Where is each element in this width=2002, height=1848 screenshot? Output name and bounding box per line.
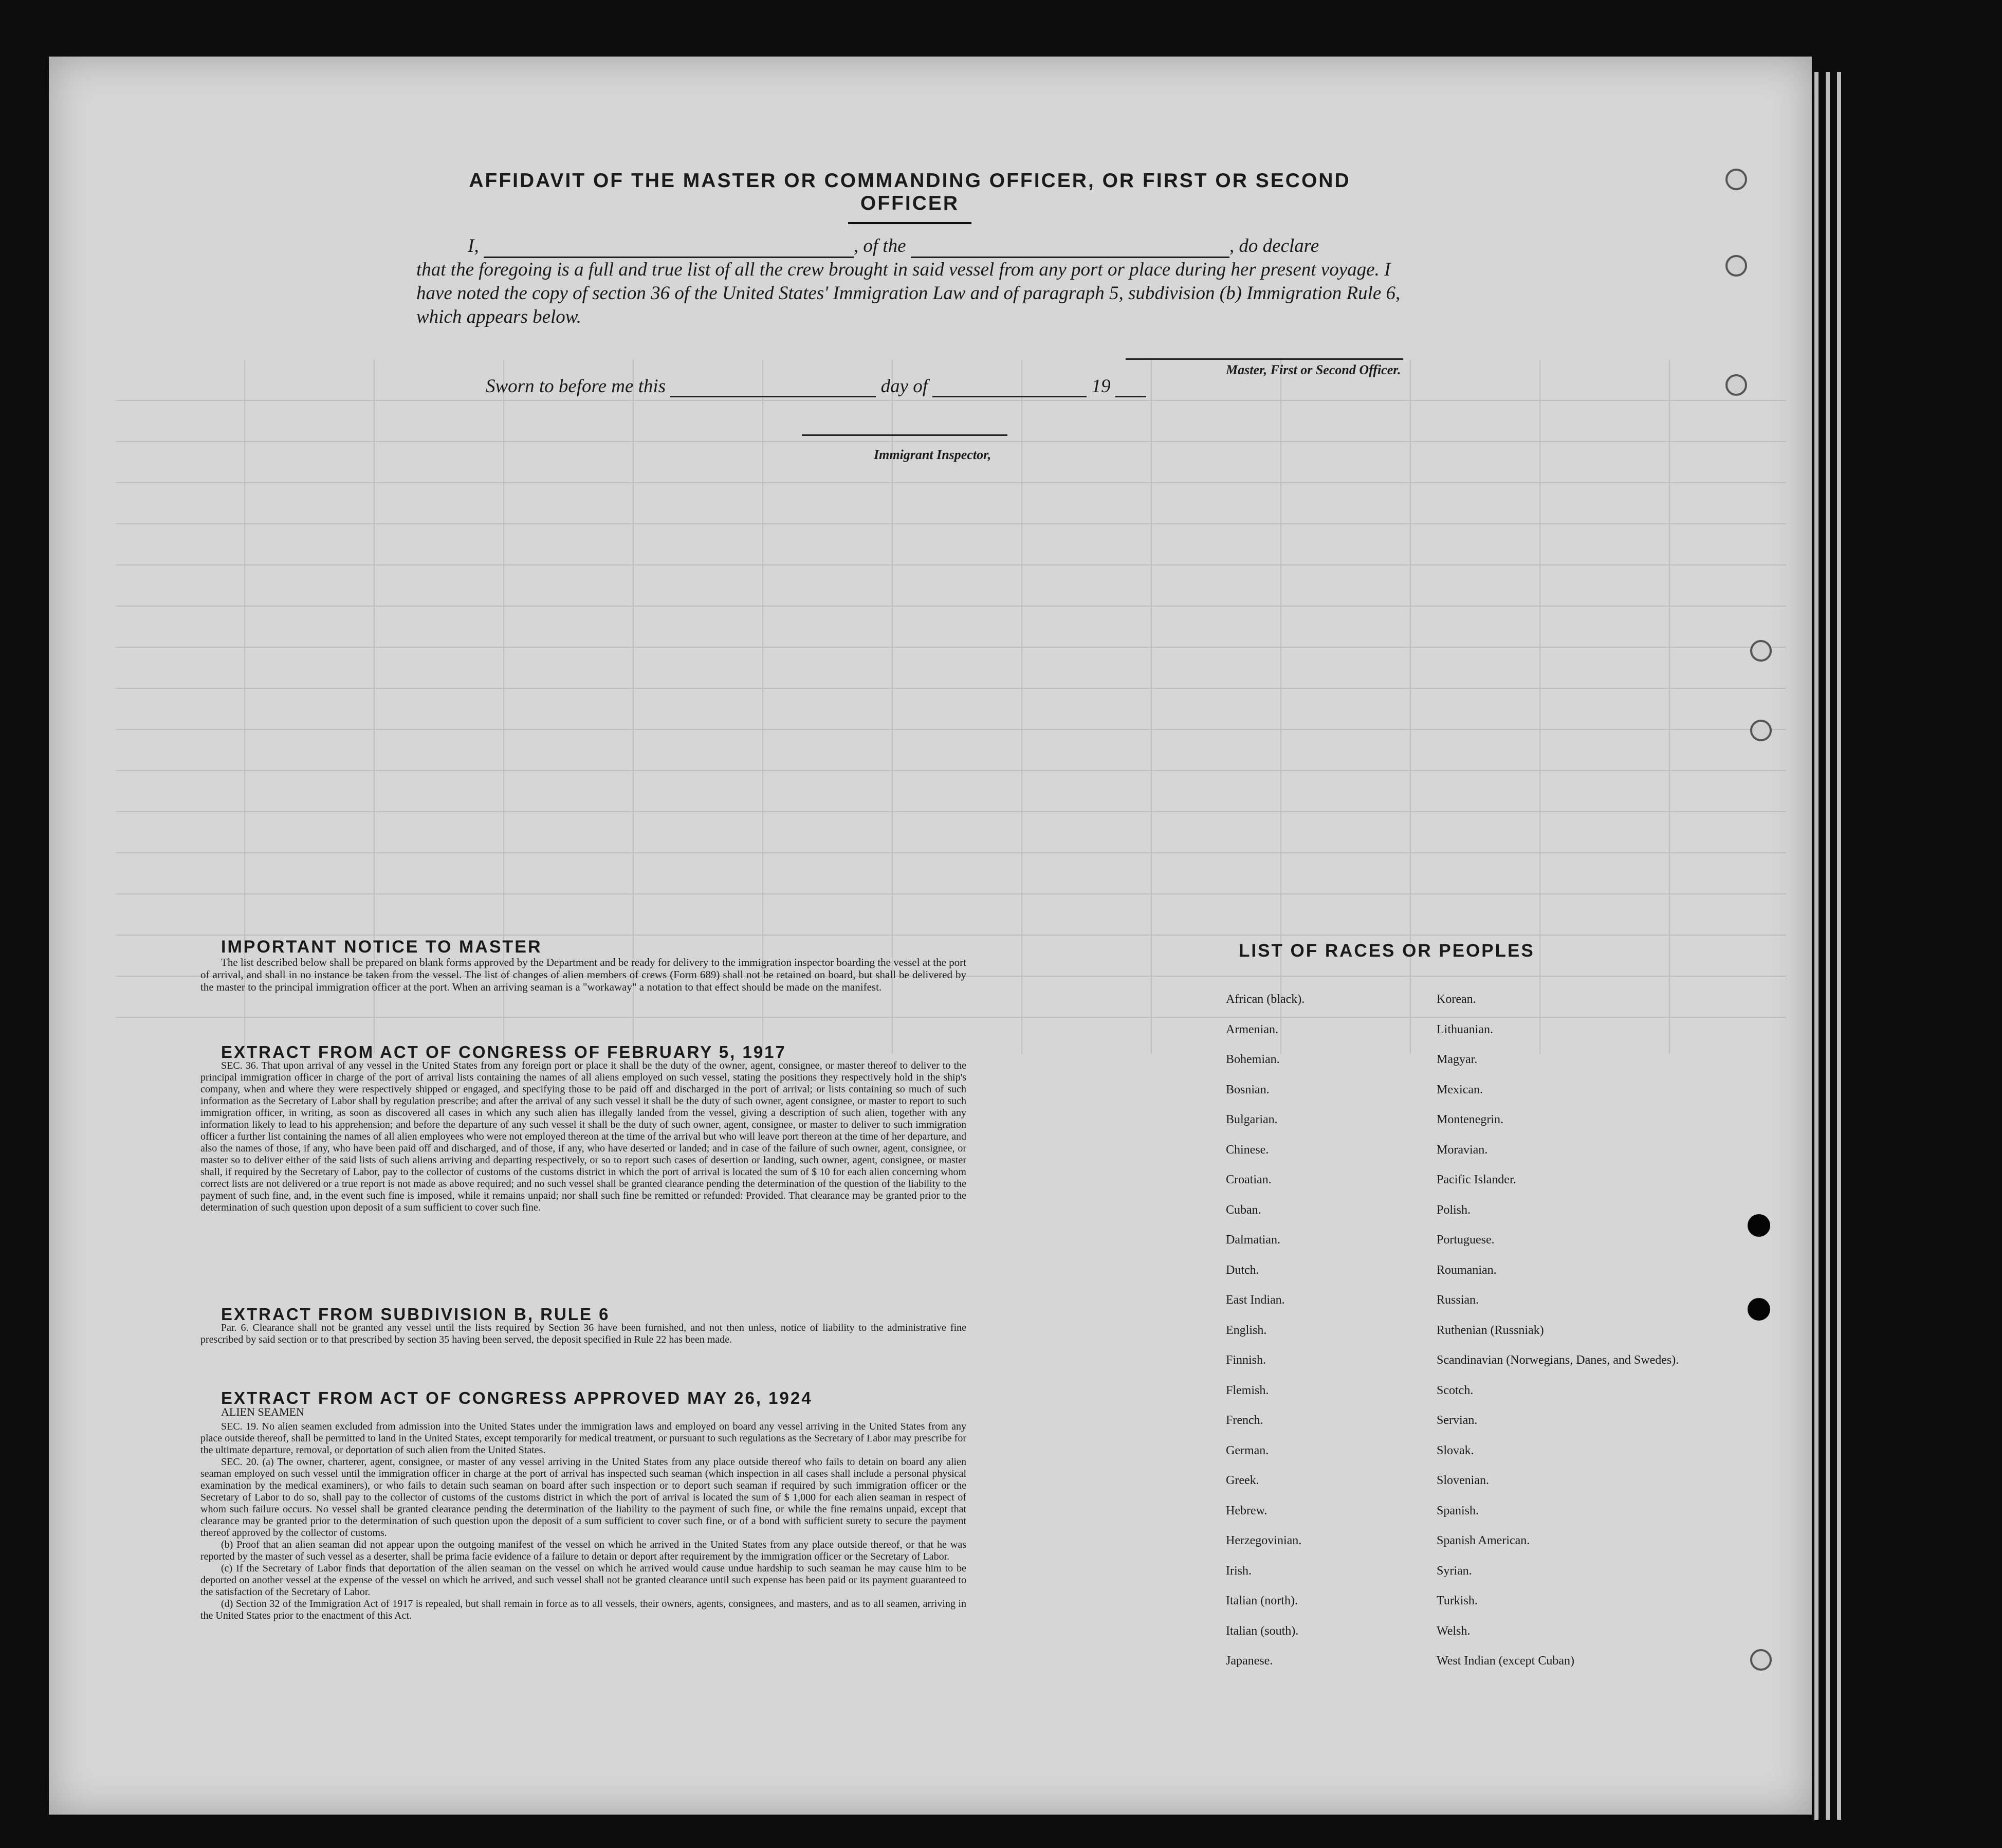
race-item: West Indian (except Cuban) xyxy=(1437,1654,1574,1668)
race-item: African (black). xyxy=(1226,993,1305,1006)
extract-1917-section xyxy=(200,1042,966,1214)
extract-1917-title: EXTRACT FROM ACT OF CONGRESS OF FEBRUARY 5, 1917 xyxy=(221,1042,786,1062)
race-item: Slovak. xyxy=(1437,1443,1474,1457)
race-item: Ruthenian (Russniak) xyxy=(1437,1323,1544,1337)
master-signature-label: Master, First or Second Officer. xyxy=(1226,362,1401,377)
race-item: Dalmatian. xyxy=(1226,1233,1280,1247)
race-item: Turkish. xyxy=(1437,1594,1478,1607)
race-item: Irish. xyxy=(1226,1564,1252,1578)
race-item: Mexican. xyxy=(1437,1083,1483,1096)
page-edge xyxy=(1814,72,1819,1820)
sworn-day-of: day of xyxy=(880,376,928,397)
race-item: Syrian. xyxy=(1437,1564,1472,1578)
extract-1924-section xyxy=(200,1388,966,1622)
declaration-of-the: , of the xyxy=(853,235,906,257)
year-blank xyxy=(1115,396,1146,397)
punch-hole-solid xyxy=(1748,1298,1770,1321)
punch-hole xyxy=(1750,720,1772,741)
race-item: East Indian. xyxy=(1226,1293,1285,1307)
race-item: Armenian. xyxy=(1226,1022,1278,1036)
declaration-body: that the foregoing is a full and true list of all the crew brought in said vessel from any port or place during her present voyage. I have noted the copy of section 36 of the United States' Immigration Law and of paragraph 5, subdivision (b) Immigration Rule 6, which appears below. xyxy=(416,259,1401,327)
race-item: Hebrew. xyxy=(1226,1504,1268,1517)
title-rule xyxy=(848,222,971,224)
race-item: Moravian. xyxy=(1437,1143,1488,1157)
extract-1924-subtitle: ALIEN SEAMEN xyxy=(221,1405,304,1418)
race-item: Lithuanian. xyxy=(1437,1022,1493,1036)
extract-1924-paragraph: (b) Proof that an alien seaman did not appear upon the outgoing manifest of the vessel on which he arrived in the United States from any place outside thereof, or that he was reported by the master of such vessel as a deserter, shall be prima facie evidence of a failure to detain or deport after requirement by the immigration officer or the Secretary of Labor. xyxy=(200,1539,966,1562)
race-item: Croatian. xyxy=(1226,1173,1272,1186)
race-item: Pacific Islander. xyxy=(1437,1173,1516,1186)
race-item: French. xyxy=(1226,1414,1263,1427)
declaration-i: I, xyxy=(468,235,479,257)
race-item: Servian. xyxy=(1437,1414,1478,1427)
race-item: Scotch. xyxy=(1437,1383,1474,1397)
race-item: Korean. xyxy=(1437,993,1476,1006)
race-item: Italian (south). xyxy=(1226,1624,1299,1638)
race-item: Scandinavian (Norwegians, Danes, and Swedes). xyxy=(1437,1353,1679,1367)
declaration xyxy=(416,234,1403,329)
race-item: Finnish. xyxy=(1226,1353,1266,1367)
race-item: Spanish American. xyxy=(1437,1534,1530,1547)
races-column-2 xyxy=(1437,992,1704,1684)
race-item: Magyar. xyxy=(1437,1053,1478,1066)
extract-rule6-section xyxy=(200,1305,966,1346)
extract-1924-paragraph: SEC. 19. No alien seamen excluded from admission into the United States under the immigration laws and employed on board any vessel arriving in the United States from any place outside thereof, shall be permitted to land in the United States, except temporarily for medical treatment, or pursuant to such regulations as the Secretary of Labor may prescribe for the ultimate departure, removal, or deportation of such alien from the United States. xyxy=(200,1421,966,1456)
race-item: Greek. xyxy=(1226,1474,1259,1487)
race-item: Spanish. xyxy=(1437,1504,1479,1517)
race-item: Bulgarian. xyxy=(1226,1113,1278,1126)
race-item: Roumanian. xyxy=(1437,1263,1497,1277)
inspector-label: Immigrant Inspector, xyxy=(874,447,991,462)
punch-hole xyxy=(1725,169,1747,190)
race-item: German. xyxy=(1226,1443,1269,1457)
race-item: Italian (north). xyxy=(1226,1594,1298,1607)
punch-hole xyxy=(1750,640,1772,662)
punch-hole xyxy=(1725,255,1747,277)
notice-body: The list described below shall be prepared on blank forms approved by the Department and be ready for delivery to the immigration inspector boarding the vessel at the port of arrival, and shall in no instance be taken from the vessel. The list of changes of alien members of crews (Form 689) shall not be retained on board, but shall be delivered by the master to the principal immigration officer at the port. When an arriving seaman is a "workaway" a notation to that effect should be made on the manifest. xyxy=(200,956,966,993)
extract-1924-title: EXTRACT FROM ACT OF CONGRESS APPROVED MAY 26, 1924 xyxy=(221,1388,813,1407)
extract-rule6-title: EXTRACT FROM SUBDIVISION B, RULE 6 xyxy=(221,1305,610,1324)
declaration-do-declare: , do declare xyxy=(1229,235,1319,257)
race-item: Japanese. xyxy=(1226,1654,1273,1668)
affidavit-section xyxy=(416,170,1403,329)
race-item: Portuguese. xyxy=(1437,1233,1495,1247)
notice-section xyxy=(200,937,966,993)
race-item: Cuban. xyxy=(1226,1203,1261,1217)
race-item: English. xyxy=(1226,1323,1267,1337)
sworn-statement xyxy=(486,375,1146,397)
affidavit-title: AFFIDAVIT OF THE MASTER OR COMMANDING OFFICER, OR FIRST OR SECOND OFFICER xyxy=(469,170,1351,214)
inspector-signature-line xyxy=(802,434,1007,436)
race-item: Slovenian. xyxy=(1437,1474,1489,1487)
races-title: LIST OF RACES OR PEOPLES xyxy=(1239,941,1535,961)
extract-1924-paragraph: (d) Section 32 of the Immigration Act of 1917 is repealed, but shall remain in force as to all vessels, their owners, agents, consignees, and masters, and as to all seamen, arriving in the United States prior to the enactment of this Act. xyxy=(200,1598,966,1621)
punch-hole-solid xyxy=(1748,1214,1770,1237)
race-item: Chinese. xyxy=(1226,1143,1269,1157)
month-blank xyxy=(932,396,1087,397)
race-item: Russian. xyxy=(1437,1293,1479,1307)
punch-hole xyxy=(1750,1649,1772,1671)
race-item: Dutch. xyxy=(1226,1263,1259,1277)
punch-hole xyxy=(1725,374,1747,396)
extract-1917-body: SEC. 36. That upon arrival of any vessel in the United States from any foreign port or place it shall be the duty of the owner, agent, consignee, or master thereof to deliver to the principal immigration officer in charge of the port of arrival lists containing the names of all aliens employed on such vessel, stating the positions they respectively hold in the ship's company, when and where they were respectively shipped or engaged, and specifying those to be paid off and discharged in the port of arrival; or lists containing so much of such information as the Secretary of Labor shall by regulation prescribe; and after the arrival of any such vessel it shall be the duty of such owner, agent consignee, or master to report to such immigration officer, in writing, as soon as discovered all cases in which any such alien has illegally landed from the vessel, giving a description of such alien, together with any information likely to lead to his apprehension; and before the departure of any such vessel it shall be the duty of such owner, agent, consignee, or master to deliver to such immigration officer a further list containing the names of all alien employees who were not employed thereon at the time of the arrival but who will leave port thereon at the time of her departure, and also the names of those, if any, who have been paid off and discharged, and of those, if any, who have deserted or landed; and in case of the failure of such owner, agent, consignee, or master so to deliver either of the said lists of such aliens arriving and departing respectively, or so to report such cases of desertion or landing, such owner, agent, consignee, or master shall, if required by the Secretary of Labor, pay to the collector of customs of the customs district in which the port of arrival is located the sum of $ 10 for each alien concerning whom correct lists are not delivered or a true report is not made as above required; and no such vessel shall be granted clearance pending the determination of the question of the liability to the payment of such fine, and, in the event such fine is imposed, while it remains unpaid; nor shall such fine be remitted or refunded: Provided. That clearance may be granted prior to the determination of such question upon deposit of a sum sufficient to cover such fine. xyxy=(200,1060,966,1213)
races-column-1 xyxy=(1226,992,1416,1684)
page-edge xyxy=(1826,72,1830,1820)
race-item: Welsh. xyxy=(1437,1624,1471,1638)
races-section xyxy=(1208,941,1722,1668)
sworn-before: Sworn to before me this xyxy=(486,376,666,397)
day-blank xyxy=(670,396,876,397)
extract-1924-paragraph: SEC. 20. (a) The owner, charterer, agent, consignee, or master of any vessel arriving in the United States from any place outside thereof who fails to detain on board any alien seaman employed on such vessel until the immigration officer in charge at the port of arrival has inspected such seaman (which inspection in all cases shall include a personal physical examination by the medical examiners), or who fails to detain such seaman on board after such inspection or to deport such seaman if required by such immigration officer or the Secretary of Labor to do so, shall pay to the collector of customs of the customs district in which the port of arrival is located the sum of $ 1,000 for each alien seaman in respect of whom such failure occurs. No vessel shall be granted clearance pending the determination of the liability to the payment of such fine, or while the fine remains unpaid, except that clearance may be granted prior to the determination of such question upon the deposit of a sum sufficient to cover such fine, or of a bond with sufficient surety to secure the payment thereof approved by the collector of customs. xyxy=(200,1456,966,1539)
race-item: Bohemian. xyxy=(1226,1053,1280,1066)
notice-title: IMPORTANT NOTICE TO MASTER xyxy=(221,937,542,957)
race-item: Polish. xyxy=(1437,1203,1471,1217)
page-edge xyxy=(1837,72,1841,1820)
extract-rule6-body: Par. 6. Clearance shall not be granted any vessel until the lists required by Section 36 have been furnished, and not then unless, notice of liability to the administrative fine prescribed by said section or to that prescribed by section 35 having been served, the deposit specified in Rule 22 has been made. xyxy=(200,1322,966,1345)
sworn-year: 19 xyxy=(1091,376,1111,397)
race-item: Herzegovinian. xyxy=(1226,1534,1302,1547)
race-item: Montenegrin. xyxy=(1437,1113,1503,1126)
race-item: Bosnian. xyxy=(1226,1083,1270,1096)
master-signature-line xyxy=(1126,358,1403,360)
extract-1924-paragraph: (c) If the Secretary of Labor finds that deportation of the alien seaman on the vessel on which he arrived would cause undue hardship to such seaman he may cause him to be deported on another vessel at the expense of the vessel on which he arrived, and such vessel shall not be granted clearance until such expense has been paid or its payment guaranteed to the satisfaction of the Secretary of Labor. xyxy=(200,1563,966,1598)
race-item: Flemish. xyxy=(1226,1383,1269,1397)
